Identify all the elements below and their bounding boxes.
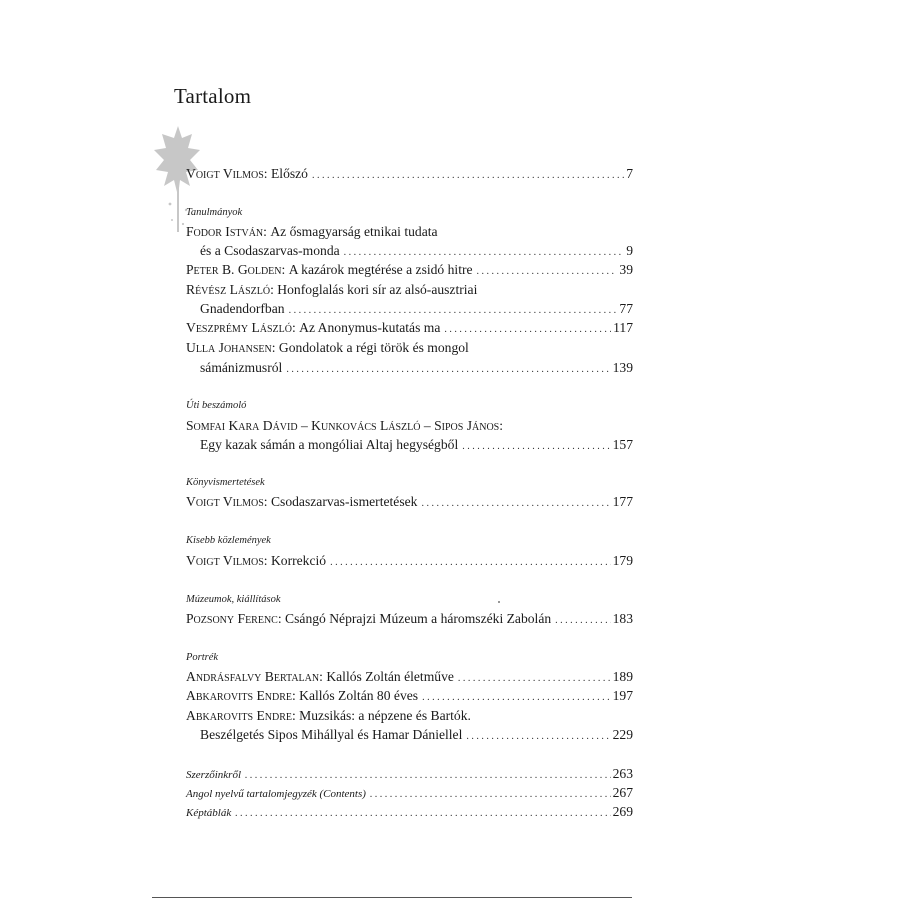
dot-leader bbox=[555, 611, 610, 631]
entry-title-cont: Beszélgetés Sipos Mihállyal és Hamar Dániellel bbox=[200, 727, 463, 742]
dot-leader bbox=[235, 804, 610, 824]
dot-leader bbox=[422, 688, 611, 708]
entry-author: Voigt Vilmos bbox=[186, 494, 264, 509]
page-number: 139 bbox=[612, 360, 633, 375]
entry-title-cont: Gnadendorfban bbox=[200, 301, 285, 316]
page-number: 177 bbox=[612, 494, 633, 509]
toc-entry[interactable]: Veszprémy László: Az Anonymus-kutatás ma . . . 117 bbox=[186, 318, 633, 338]
entry-title: Az ősmagyarság etnikai tudata bbox=[270, 224, 438, 239]
toc-entry[interactable] bbox=[186, 783, 633, 803]
page-title: Tartalom bbox=[174, 84, 252, 108]
page-number: 189 bbox=[612, 669, 633, 684]
page-number: 229 bbox=[612, 727, 633, 742]
entry-author: Ulla Johansen bbox=[186, 340, 272, 355]
toc-entry-continuation[interactable] bbox=[200, 435, 633, 455]
entry-title: Korrekció bbox=[270, 553, 327, 568]
page-number: 39 bbox=[619, 262, 633, 277]
dot-leader bbox=[462, 437, 610, 457]
entry-title: Angol nyelvű tartalomjegyzék (Contents) bbox=[186, 788, 366, 800]
page-number: 7 bbox=[626, 166, 633, 181]
entry-author: Voigt Vilmos bbox=[186, 553, 264, 568]
dot-leader bbox=[477, 262, 618, 282]
entry-title-cont: sámánizmusról bbox=[200, 360, 283, 375]
toc-entry[interactable] bbox=[186, 164, 633, 184]
section-heading: Könyvismertetések bbox=[186, 477, 265, 488]
footer-rule bbox=[152, 897, 632, 898]
toc-entry[interactable]: Abkarovits Endre: Muzsikás: a népzene és Bartók. bbox=[186, 708, 471, 723]
entry-author: Andrásfalvy Bertalan bbox=[186, 669, 320, 684]
dot-leader bbox=[444, 320, 611, 340]
toc-entry[interactable]: Voigt Vilmos: Korrekció . . . 179 bbox=[186, 551, 633, 571]
entry-title: Csodaszarvas-ismertetések bbox=[270, 494, 418, 509]
toc-entry[interactable]: Peter B. Golden: A kazárok megtérése a zsidó hitre . . . 39 bbox=[186, 260, 633, 280]
entry-title: A kazárok megtérése a zsidó hitre bbox=[288, 262, 473, 277]
toc-entry-continuation[interactable] bbox=[200, 358, 633, 378]
dot-leader bbox=[286, 360, 610, 380]
section-heading: Portrék bbox=[186, 652, 219, 663]
entry-author: Abkarovits Endre bbox=[186, 688, 292, 703]
dot-leader bbox=[421, 494, 610, 514]
entry-title: Csángó Néprajzi Múzeum a háromszéki Zabolán bbox=[285, 611, 552, 626]
page-number: 267 bbox=[612, 785, 633, 800]
dot-leader bbox=[466, 727, 610, 747]
entry-author: Peter B. Golden bbox=[186, 262, 282, 277]
toc-entry[interactable] bbox=[186, 764, 633, 784]
entry-author: Abkarovits Endre bbox=[186, 708, 292, 723]
entry-title: Muzsikás: a népzene és Bartók. bbox=[299, 708, 471, 723]
entry-title: Honfoglalás kori sír az alsó-ausztriai bbox=[277, 282, 478, 297]
toc-entry[interactable]: Somfai Kara Dávid – Kunkovács László – Sipos János: bbox=[186, 418, 504, 433]
entry-title-cont: Egy kazak sámán a mongóliai Altaj hegységből bbox=[200, 437, 459, 452]
entry-title-cont: és a Csodaszarvas-monda bbox=[200, 243, 340, 258]
entry-title: Kallós Zoltán 80 éves bbox=[299, 688, 419, 703]
dot-leader bbox=[330, 553, 611, 573]
section-heading: Kisebb közlemények bbox=[186, 535, 271, 546]
entry-author: Somfai Kara Dávid – Kunkovács László – Sipos János bbox=[186, 418, 500, 433]
entry-author: Révész László bbox=[186, 282, 271, 297]
page-number: 9 bbox=[626, 243, 633, 258]
toc-entry[interactable]: Ulla Johansen: Gondolatok a régi török és mongol bbox=[186, 340, 469, 355]
page-number: 269 bbox=[612, 804, 633, 819]
toc-entry-continuation[interactable] bbox=[200, 725, 633, 745]
page-number: 77 bbox=[619, 301, 633, 316]
toc-entry-continuation[interactable] bbox=[200, 299, 633, 319]
toc-entry[interactable]: Andrásfalvy Bertalan: Kallós Zoltán életműve . . . 189 bbox=[186, 667, 633, 687]
toc-entry-continuation[interactable] bbox=[200, 241, 633, 261]
scan-speck bbox=[498, 601, 500, 603]
dot-leader bbox=[312, 166, 624, 186]
page-number: 157 bbox=[612, 437, 633, 452]
section-heading: Úti beszámoló bbox=[186, 400, 247, 411]
entry-author: Veszprémy László bbox=[186, 320, 292, 335]
section-heading: Tanulmányok bbox=[186, 207, 243, 218]
toc-entry[interactable]: Voigt Vilmos: Csodaszarvas-ismertetések . . . 177 bbox=[186, 492, 633, 512]
entry-title: Kallós Zoltán életműve bbox=[326, 669, 454, 684]
page-number: 179 bbox=[612, 553, 633, 568]
page-number: 117 bbox=[613, 320, 633, 335]
section-heading: Múzeumok, kiállítások bbox=[186, 594, 281, 605]
toc-entry[interactable]: Fodor István: Az ősmagyarság etnikai tudata bbox=[186, 224, 438, 239]
entry-title: Szerzőinkről bbox=[186, 769, 241, 781]
entry-author: Pozsony Ferenc bbox=[186, 611, 278, 626]
page-number: 183 bbox=[612, 611, 633, 626]
toc-entry[interactable] bbox=[186, 802, 633, 822]
entry-author: Voigt Vilmos: bbox=[186, 166, 271, 181]
entry-title: Az Anonymus-kutatás ma bbox=[299, 320, 441, 335]
entry-title: Képtáblák bbox=[186, 807, 232, 819]
toc-entry[interactable]: Révész László: Honfoglalás kori sír az alsó-ausztriai bbox=[186, 282, 478, 297]
entry-author: Fodor István bbox=[186, 224, 264, 239]
page-number: 263 bbox=[612, 766, 633, 781]
entry-title: Előszó bbox=[270, 166, 308, 181]
entry-title: Gondolatok a régi török és mongol bbox=[278, 340, 469, 355]
toc-entry[interactable]: Pozsony Ferenc: Csángó Néprajzi Múzeum a háromszéki Zabolán . . . 183 bbox=[186, 609, 633, 629]
page-number: 197 bbox=[612, 688, 633, 703]
toc-entry[interactable]: Abkarovits Endre: Kallós Zoltán 80 éves . . . 197 bbox=[186, 686, 633, 706]
